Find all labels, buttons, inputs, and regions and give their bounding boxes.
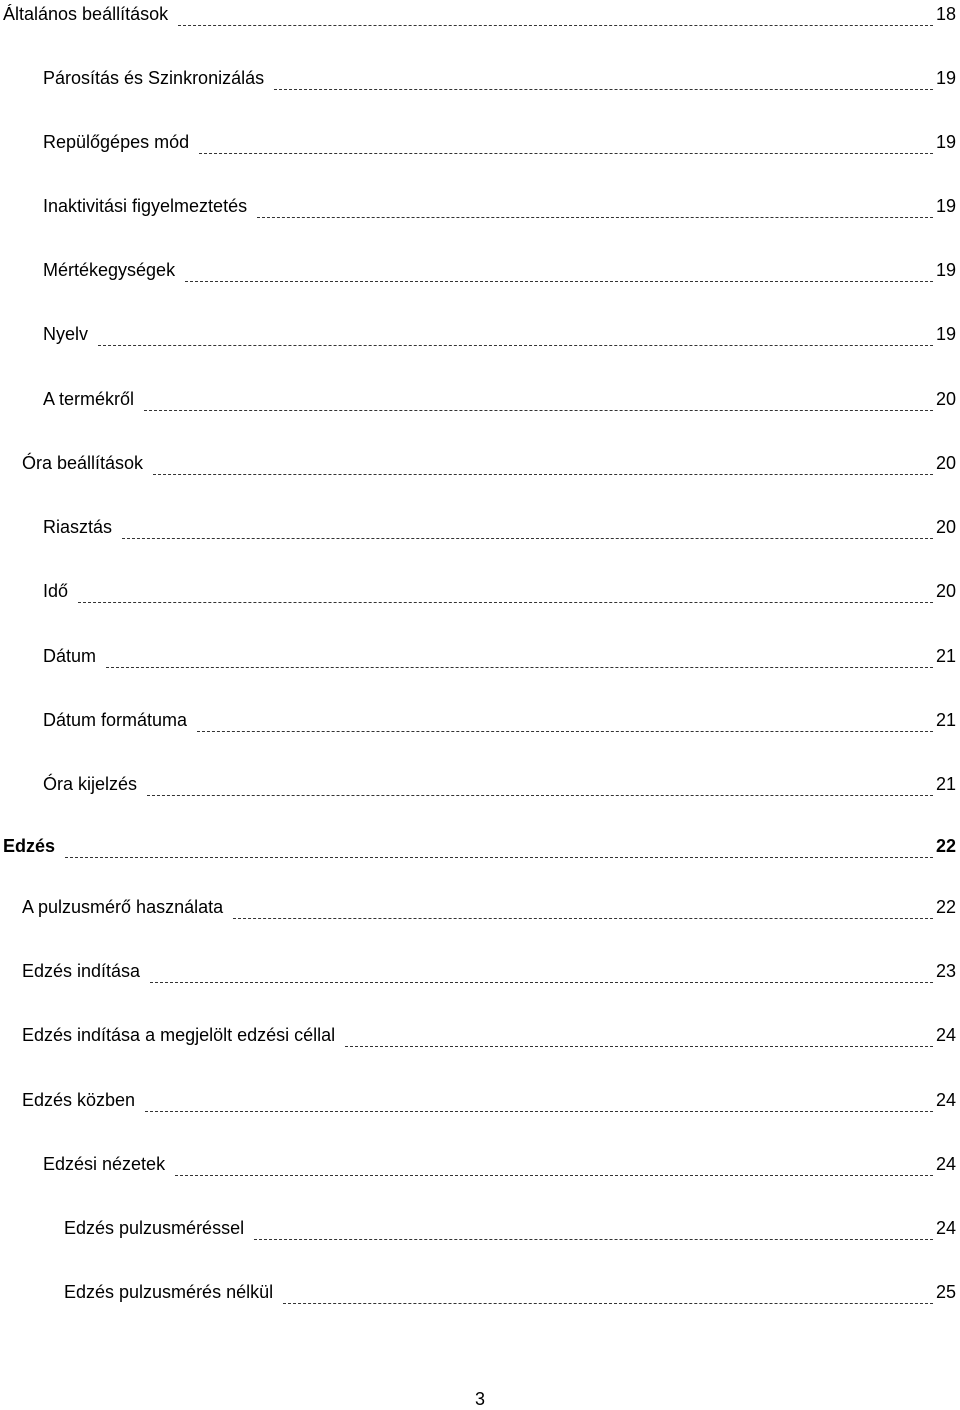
toc-dot-leader: [254, 1239, 933, 1240]
toc-entry-page: 20: [935, 517, 956, 537]
toc-entry[interactable]: [0, 709, 956, 731]
toc-entry-title: Idő: [43, 581, 69, 601]
toc-entry-title: A termékről: [43, 389, 135, 409]
toc-entry[interactable]: [0, 773, 956, 795]
toc-entry-title: Edzés pulzusméréssel: [64, 1218, 245, 1238]
toc-dot-leader: [178, 25, 933, 26]
toc-dot-leader: [144, 410, 933, 411]
toc-entry-page: 19: [935, 68, 956, 88]
toc-entry-title: Edzés indítása: [22, 961, 141, 981]
toc-entry-page: 21: [935, 646, 956, 666]
toc-entry-page: 21: [935, 774, 956, 794]
toc-entry-title: Repülőgépes mód: [43, 132, 190, 152]
toc-entry-title: Óra kijelzés: [43, 774, 138, 794]
toc-entry-title: Általános beállítások: [3, 4, 169, 24]
toc-entry[interactable]: [0, 1281, 956, 1303]
toc-entry[interactable]: [0, 1024, 956, 1046]
toc-entry-title: Edzési nézetek: [43, 1154, 166, 1174]
toc-dot-leader: [65, 857, 933, 858]
toc-entry-title: Edzés közben: [22, 1090, 136, 1110]
toc-entry-page: 18: [935, 4, 956, 24]
toc-dot-leader: [106, 667, 933, 668]
toc-entry-page: 22: [935, 836, 956, 856]
toc-entry-title: Edzés: [3, 836, 56, 856]
toc-dot-leader: [145, 1111, 933, 1112]
toc-entry[interactable]: [0, 896, 956, 918]
toc-entry-page: 19: [935, 196, 956, 216]
toc-entry-page: 24: [935, 1090, 956, 1110]
toc-entry[interactable]: [0, 835, 956, 857]
toc-entry-title: Riasztás: [43, 517, 113, 537]
toc-entry-page: 24: [935, 1025, 956, 1045]
toc-dot-leader: [274, 89, 933, 90]
toc-entry[interactable]: [0, 195, 956, 217]
toc-dot-leader: [175, 1175, 933, 1176]
toc-entry-title: Óra beállítások: [22, 453, 144, 473]
toc-entry-page: 25: [935, 1282, 956, 1302]
toc-dot-leader: [233, 918, 933, 919]
toc-entry[interactable]: [0, 323, 956, 345]
toc-entry-page: 24: [935, 1154, 956, 1174]
toc-entry-page: 19: [935, 132, 956, 152]
toc-dot-leader: [283, 1303, 933, 1304]
toc-entry-page: 20: [935, 581, 956, 601]
toc-entry[interactable]: [0, 259, 956, 281]
toc-dot-leader: [257, 217, 933, 218]
toc-entry-title: Edzés pulzusmérés nélkül: [64, 1282, 274, 1302]
toc-entry-title: Nyelv: [43, 324, 89, 344]
toc-entry-page: 22: [935, 897, 956, 917]
toc-entry[interactable]: [0, 1153, 956, 1175]
toc-entry-title: Inaktivitási figyelmeztetés: [43, 196, 248, 216]
toc-entry[interactable]: [0, 580, 956, 602]
toc-entry-page: 19: [935, 260, 956, 280]
toc-dot-leader: [150, 982, 933, 983]
toc-entry[interactable]: [0, 388, 956, 410]
toc-entry-page: 24: [935, 1218, 956, 1238]
toc-entry[interactable]: [0, 3, 956, 25]
toc-entry-title: Dátum: [43, 646, 97, 666]
toc-entry-title: Dátum formátuma: [43, 710, 188, 730]
toc-entry-title: Párosítás és Szinkronizálás: [43, 68, 265, 88]
toc-entry-page: 23: [935, 961, 956, 981]
toc-entry[interactable]: [0, 1089, 956, 1111]
toc-entry-page: 20: [935, 389, 956, 409]
toc-entry-page: 19: [935, 324, 956, 344]
toc-dot-leader: [98, 345, 933, 346]
toc-entry[interactable]: [0, 131, 956, 153]
toc-entry[interactable]: [0, 452, 956, 474]
toc-entry-title: Mértékegységek: [43, 260, 176, 280]
toc-dot-leader: [153, 474, 933, 475]
toc-dot-leader: [185, 281, 933, 282]
toc-entry[interactable]: [0, 960, 956, 982]
toc-dot-leader: [147, 795, 933, 796]
toc-entry-page: 21: [935, 710, 956, 730]
toc-entry-title: Edzés indítása a megjelölt edzési céllal: [22, 1025, 336, 1045]
toc-entry-title: A pulzusmérő használata: [22, 897, 224, 917]
toc-dot-leader: [197, 731, 933, 732]
toc-dot-leader: [122, 538, 933, 539]
toc-dot-leader: [78, 602, 933, 603]
toc-entry[interactable]: [0, 645, 956, 667]
page-number: 3: [474, 1389, 485, 1409]
toc-entry[interactable]: [0, 1217, 956, 1239]
toc-entry[interactable]: [0, 67, 956, 89]
toc-dot-leader: [345, 1046, 933, 1047]
toc-dot-leader: [199, 153, 933, 154]
toc-entry[interactable]: [0, 516, 956, 538]
toc-entry-page: 20: [935, 453, 956, 473]
